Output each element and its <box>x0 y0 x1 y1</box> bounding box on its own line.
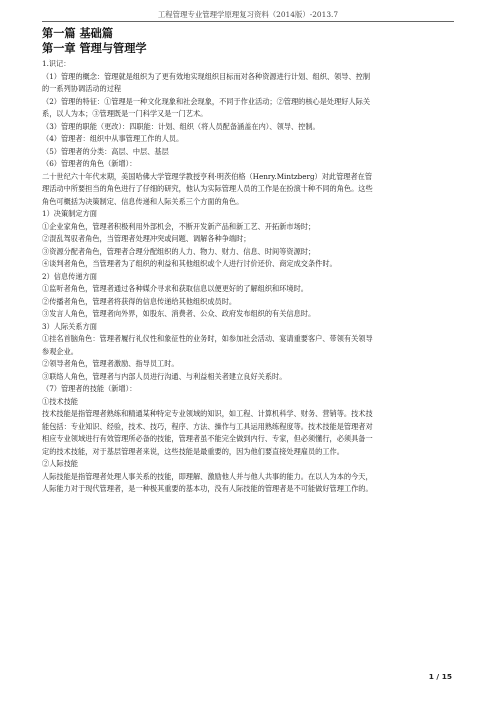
text-line: ③资源分配者角色，管理者合理分配组织的人力、物力、财力、信息、时间等资源时； <box>42 246 316 256</box>
text-line: ②领导者角色，管理者激励、指导员工时。 <box>42 359 179 368</box>
header-divider <box>42 21 454 22</box>
document-body <box>42 27 456 496</box>
text-line: （7）管理者的技能（新增）： <box>42 384 137 393</box>
text-line: ①监听者角色，管理者通过各种媒介寻求和获取信息以便更好的了解组织和环境时。 <box>42 284 308 293</box>
text-line: （1）管理的概念：管理就是组织为了更有效地实现组织目标而对各种资源进行计划、组织、领导、控制 <box>42 71 371 81</box>
text-line: 理活动中所要担当的角色进行了仔细的研究，他认为实际管理人员的工作是在扮演十种不同的角色。这些 <box>42 184 373 193</box>
text-line: 二十世纪六十年代末期，美国哈佛大学管理学教授亨利·明茨伯格（Henry.Mintzberg）对此管理者在管 <box>42 171 373 181</box>
text-line: （3）管理的职能（更改）：四职能：计划、组织（将人员配备涵盖在内）、领导、控制。 <box>42 121 320 131</box>
text-line: 角色可概括为决策制定、信息传递和人际关系三个方面的角色。 <box>42 196 244 206</box>
text-line: ②人际技能 <box>42 459 78 468</box>
body-text <box>42 58 456 496</box>
part-title: 第一篇 基础篇 <box>42 27 114 40</box>
text-line: （5）管理者的分类：高层、中层、基层 <box>42 146 169 156</box>
text-line: ③联络人角色，管理者与内部人员进行沟通、与利益相关者建立良好关系时。 <box>42 371 287 381</box>
text-line: 参观企业。 <box>42 346 78 356</box>
text-line: ①挂名首脑角色：管理者履行礼仪性和象征性的业务时，如参加社会活动、宴请重要客户、带领有关领导 <box>42 334 373 343</box>
text-line: （6）管理者的角色（新增）： <box>42 159 137 168</box>
text-line: 2）信息传递方面 <box>42 271 97 281</box>
text-line: ②传播者角色，管理者将获得的信息传递给其他组织成员时。 <box>42 296 237 306</box>
text-line: 1.识记： <box>42 59 71 68</box>
text-line: 人际技能是指管理者处理人事关系的技能，即理解、激励他人并与他人共事的能力。在以人为本的今天， <box>42 471 373 481</box>
text-line: 人际能力对于现代管理者，是一种极其重要的基本功，没有人际技能的管理者是不可能做好管理工作的。 <box>42 484 373 493</box>
text-line: （4）管理者：组织中从事管理工作的人员。 <box>42 134 184 143</box>
text-line: ④谈判者角色，当管理者为了组织的利益和其他组织或个人进行讨价还价、商定成交条件时。 <box>42 259 337 268</box>
page-header: 工程管理专业管理学原理复习资料（2014版）-2013.7 <box>157 10 339 19</box>
text-line: （2）管理的特征：①管理是一种文化现象和社会现象，不同于作业活动；②管理的核心是处理好人际关 <box>42 96 371 106</box>
text-line: 定的技术技能，对于基层管理者来说，这些技能是最重要的，因为他们要直接处理雇员的工作。 <box>42 446 344 456</box>
text-line: ②混乱驾驭者角色，当管理者处理冲突或问题、调解各种争端时； <box>42 234 251 243</box>
text-line: ①企业家角色，管理者积极利用外部机会，不断开发新产品和新工艺、开拓新市场时； <box>42 221 316 231</box>
page-number: 1 / 15 <box>428 672 452 681</box>
text-line: ③发言人角色，管理者向外界，如股东、消费者、公众、政府发布组织的有关信息时。 <box>42 309 316 318</box>
text-line: 系，以人为本；③管理既是一门科学又是一门艺术。 <box>42 109 208 118</box>
text-line: 相应专业领域进行有效管理所必备的技能，管理者虽不能完全做到内行、专家，但必须懂行，必须具备一 <box>42 434 373 443</box>
text-line: 能包括：专业知识、经验，技术、技巧，程序、方法、操作与工具运用熟练程度等。技术技能是管理者对 <box>42 421 373 431</box>
text-line: 技术技能是指管理者熟练和精通某种特定专业领域的知识，如工程、计算机科学、财务、营销等。技术技 <box>42 409 373 418</box>
text-line: 3）人际关系方面 <box>42 321 97 331</box>
text-line: ①技术技能 <box>42 396 78 406</box>
text-line: 的一系列协调活动的过程 <box>42 84 122 93</box>
text-line: 1）决策制定方面 <box>42 209 97 218</box>
chapter-title: 第一章 管理与管理学 <box>42 42 147 55</box>
